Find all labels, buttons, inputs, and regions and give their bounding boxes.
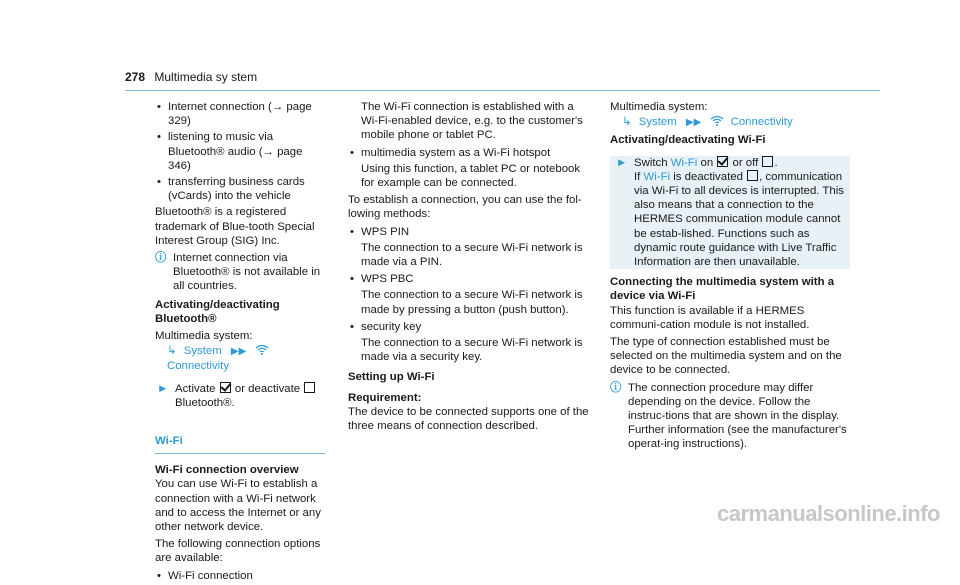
info-icon: ⓘ: [610, 381, 622, 394]
return-arrow-icon: ↳: [167, 345, 177, 358]
double-chevron-icon: ▶▶: [685, 117, 702, 129]
nav-connectivity-link[interactable]: Connectivity: [167, 360, 230, 373]
info-note-text: The connection procedure may differ depending on the device. Follow the instruc-tions that are shown in the display. Further information (see the manufacturer's operat-ing instructions).: [628, 381, 847, 451]
page-header: [125, 70, 257, 84]
multimedia-system-label: Multimedia system:: [610, 101, 708, 113]
column-2: [348, 100, 593, 436]
watermark: carmanualsonline.info: [717, 501, 940, 526]
checkbox-empty-icon: [304, 382, 315, 393]
list-item: • transferring business cards (vCards) into the vehicle: [155, 175, 325, 203]
list-item: • multimedia system as a Wi-Fi hotspot: [348, 146, 593, 160]
checkbox-checked-icon: [220, 382, 231, 393]
double-chevron-icon: ▶▶: [230, 346, 247, 358]
step-text: Bluetooth®.: [175, 396, 235, 409]
checkbox-empty-icon: [762, 156, 773, 167]
step-text: is deactivated: [673, 170, 743, 183]
wifi-activate-heading: Activating/deactivating Wi-Fi: [610, 134, 766, 147]
connect-device-heading: Connecting the multimedia system with a device via Wi-Fi: [610, 276, 835, 303]
column-3: [610, 100, 850, 455]
wifi-overview-text: You can use Wi-Fi to establish a connection with a Wi-Fi network and to access the Internet or any other network device.: [155, 478, 321, 534]
step-text: on: [700, 156, 714, 169]
wifi-menu-link[interactable]: Wi-Fi: [643, 170, 671, 183]
page-number: 278: [125, 70, 146, 84]
list-item: • Internet connection (→ page 329): [155, 100, 325, 128]
connect-text: The type of connection established must be selected on the multimedia system and on the device to be connected.: [610, 336, 842, 377]
wifi-overview-heading: Wi-Fi connection overview: [155, 464, 299, 477]
method-name: • security key: [348, 320, 593, 334]
info-note: [155, 251, 325, 294]
bluetooth-activate-step: [155, 382, 325, 410]
info-note-text: Internet connection via Bluetooth® is not available in all countries.: [173, 252, 321, 293]
header-rule: [125, 90, 880, 91]
method-desc: The connection to a secure Wi-Fi network is made by pressing a button (push button).: [361, 289, 583, 316]
setup-wifi-heading: Setting up Wi-Fi: [348, 371, 435, 384]
section-title-wifi: Wi-Fi: [155, 435, 183, 448]
nav-path: [155, 344, 325, 373]
wifi-icon: [255, 344, 269, 355]
options-intro: The following connection options are available:: [155, 538, 321, 565]
nav-system-link[interactable]: System: [183, 345, 222, 358]
action-arrow-icon: ►: [616, 156, 628, 169]
list-item: • Wi-Fi connection: [155, 569, 325, 583]
method-name: • WPS PBC: [348, 272, 593, 286]
section-rule: [155, 453, 325, 454]
bluetooth-activate-heading: Activating/deactivating Bluetooth®: [155, 298, 280, 325]
info-note: [610, 381, 850, 452]
step-text: or deactivate: [234, 382, 301, 395]
requirement-text: The device to be connected supports one of the three means of connection described.: [348, 405, 589, 433]
method-name: • WPS PIN: [348, 225, 593, 239]
checkbox-empty-icon: [747, 170, 758, 181]
wifi-switch-step: ► Switch Wi-Fi on or off . If Wi-Fi is deactivated , communication via Wi-Fi to all devices is interrupted. This also means that a connection to the HERMES communication module cannot be estab-lished. Functions such as dynamic route guidance with Live Traffic Information are then unavailable.: [610, 156, 850, 270]
method-desc: The connection to a secure Wi-Fi network is made via a security key.: [361, 337, 583, 364]
hotspot-text: Using this function, a tablet PC or notebook for example can be connected.: [361, 162, 581, 190]
nav-path: [610, 115, 850, 130]
wifi-menu-link[interactable]: Wi-Fi: [670, 156, 698, 169]
step-text: or off: [732, 156, 759, 169]
column-1: [155, 100, 325, 585]
wifi-connection-text: The Wi-Fi connection is established with a Wi-Fi-enabled device, e.g. to the customer's mobile phone or tablet PC.: [361, 101, 583, 142]
action-arrow-icon: ►: [157, 382, 169, 395]
step-text: Activate: [175, 382, 216, 395]
info-icon: ⓘ: [155, 252, 167, 265]
step-text: , communication via Wi-Fi to all devices is interrupted. This also means that a connection to the HERMES communication module cannot be estab-lished. Functions such as dynamic route guidance with Live Traffic Information are then unavailable.: [634, 170, 844, 269]
wifi-icon: [710, 115, 724, 126]
step-text: If: [634, 170, 641, 183]
methods-intro: To establish a connection, you can use the fol-lowing methods:: [348, 194, 582, 221]
requirement-heading: Requirement:: [348, 391, 422, 404]
multimedia-system-label: Multimedia system:: [155, 330, 253, 343]
trademark-note: Bluetooth® is a registered trademark of Blue-tooth Special Interest Group (SIG) Inc.: [155, 206, 315, 247]
page-header-title: Multimedia sy stem: [154, 70, 258, 84]
step-text: Switch: [634, 156, 668, 169]
nav-system-link[interactable]: System: [638, 116, 677, 129]
connect-text: This function is available if a HERMES communi-cation module is not installed.: [610, 304, 810, 331]
list-item: • listening to music via Bluetooth® audio (→ page 346): [155, 130, 325, 173]
return-arrow-icon: ↳: [622, 116, 632, 129]
nav-connectivity-link[interactable]: Connectivity: [730, 116, 793, 129]
method-desc: The connection to a secure Wi-Fi network is made via a PIN.: [361, 241, 583, 269]
checkbox-checked-icon: [717, 156, 728, 167]
